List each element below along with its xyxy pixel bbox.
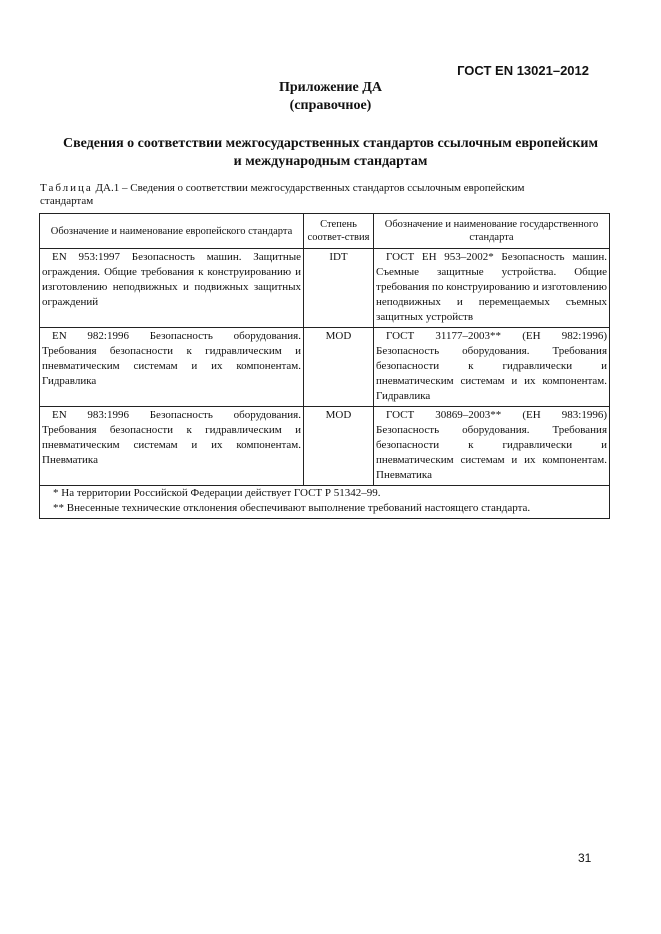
header-european-standard: Обозначение и наименование европейского стандарта xyxy=(40,214,304,249)
footnote-2: ** Внесенные технические отклонения обеспечивают выполнение требований настоящего стандарта. xyxy=(53,502,531,514)
national-standard-cell: ГОСТ ЕН 953–2002* Безопасность машин. Съемные защитные устройства. Общие требования по конструированию и изготовлению неподвижных и перемещаемых съемных защитных устройств xyxy=(374,249,610,328)
page-number: 31 xyxy=(578,851,592,865)
header-compliance-degree: Степень соответ-ствия xyxy=(304,214,374,249)
section-title: Сведения о соответствии межгосударственных стандартов ссылочным европейским и международным стандартам xyxy=(62,136,599,169)
table-header-row xyxy=(40,214,610,249)
table-caption-text: ДА.1 – Сведения о соответствии межгосударственных стандартов ссылочным европейским стандартам xyxy=(40,182,525,207)
table-row xyxy=(40,407,610,486)
annex-subtitle: (справочное) xyxy=(289,98,372,113)
compliance-degree-cell: MOD xyxy=(304,328,374,407)
national-standard-cell: ГОСТ 31177–2003** (ЕН 982:1996) Безопасность оборудования. Требования безопасности к гидравлически и пневматическим системам и их компонентам. Гидравлика xyxy=(374,328,610,407)
header-national-standard: Обозначение и наименование государственного стандарта xyxy=(374,214,610,249)
table-notes-row xyxy=(40,486,610,519)
table-caption-prefix: Таблица xyxy=(40,182,93,194)
table-caption xyxy=(40,182,580,208)
table-notes xyxy=(40,486,610,519)
european-standard-cell: EN 953:1997 Безопасность машин. Защитные ограждения. Общие требования к конструированию и изготовлению неподвижных и подвижных защитных ограждений xyxy=(40,249,304,328)
compliance-degree-cell: IDT xyxy=(304,249,374,328)
annex-title: Приложение ДА xyxy=(278,80,383,95)
national-standard-cell: ГОСТ 30869–2003** (ЕН 983:1996) Безопасность оборудования. Требования безопасности к гидравлически и пневматическим системам и их компонентам. Пневматика xyxy=(374,407,610,486)
footnote-1: * На территории Российской Федерации действует ГОСТ Р 51342–99. xyxy=(53,487,381,499)
table-row xyxy=(40,249,610,328)
document-code: ГОСТ EN 13021–2012 xyxy=(457,63,589,78)
european-standard-cell: EN 982:1996 Безопасность оборудования. Требования безопасности к гидравлическим и пневматическим системам и их компонентам. Гидравлика xyxy=(40,328,304,407)
compliance-table xyxy=(39,213,610,519)
compliance-degree-cell: MOD xyxy=(304,407,374,486)
european-standard-cell: EN 983:1996 Безопасность оборудования. Требования безопасности к гидравлическим и пневматическим системам и их компонентам. Пневматика xyxy=(40,407,304,486)
table-row xyxy=(40,328,610,407)
